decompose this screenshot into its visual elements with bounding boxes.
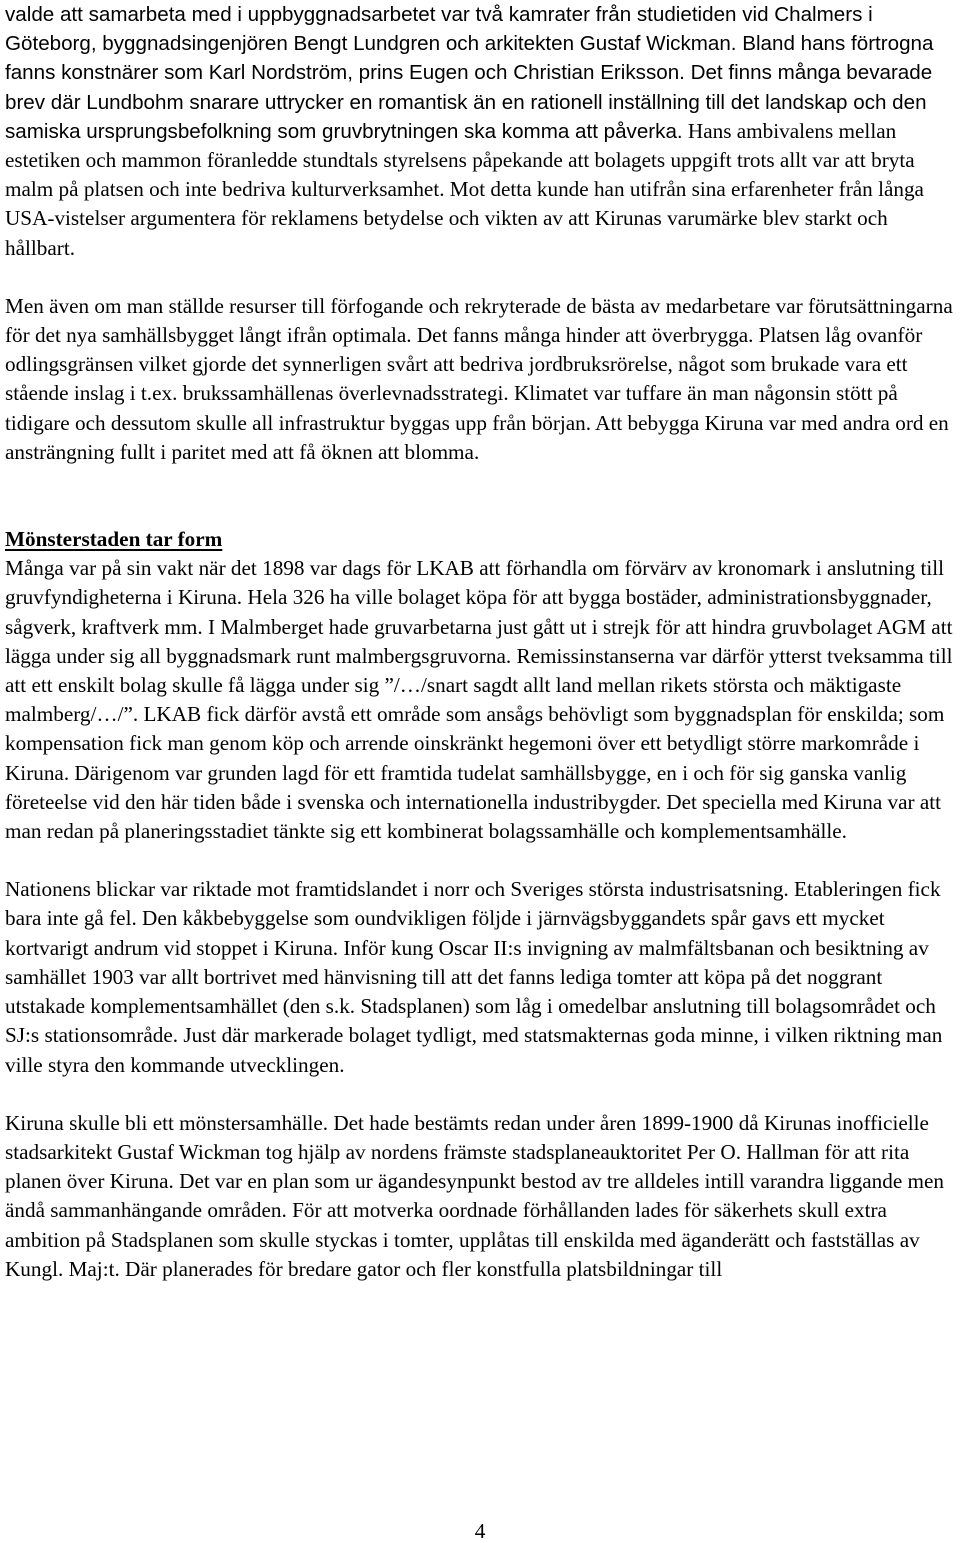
paragraph-4: Nationens blickar var riktade mot framtidslandet i norr och Sveriges största industrisatsning. Etableringen fick bara inte gå fel. Den kåkbebyggelse som oundvikligen följde i järnvägsbyggandets spår gavs ett mycket kortvarigt andrum vid stoppet i Kiruna. Inför kung Oscar II:s invigning av malmfältsbanan och besiktning av samhället 1903 var allt bortrivet med hänvisning till att det fanns lediga tomter att köpa på det noggrant utstakade komplementsamhället (den s.k. Stadsplanen) som låg i omedelbar anslutning till bolagsområdet och SJ:s stationsområde. Just där markerade bolaget tydligt, med statsmakternas goda minne, i vilken riktning man ville styra den kommande utvecklingen. bbox=[5, 877, 943, 1077]
paragraph-spacer bbox=[5, 263, 958, 292]
paragraph-1-part-a: valde att samarbeta med i uppbyggnadsarbetet var två kamrater från studietiden vid Chalmers i Göteborg, byggnadsingenjören Bengt Lundgren och arkitekten Gustaf Wickman. Bland hans förtrogna fanns konstnärer som Karl Nordström, prins Eugen och Christian Eriksson. Det bbox=[5, 3, 934, 85]
paragraph-3: Många var på sin vakt när det 1898 var dags för LKAB att förhandla om förvärv av kronomark i anslutning till gruvfyndigheterna i Kiruna. Hela 326 ha ville bolaget köpa för att bygga bostäder, administrationsbyggnader, sågverk, kraftverk mm. I Malmberget hade gruvarbetarna just gått ut i strejk för att hindra gruvbolaget AGM att lägga under sig all byggnadsmark runt malmbergsgruvorna. Remissinstanserna var därför ytterst tveksamma till att ett enskilt bolag skulle få lägga under sig ”/…/snart sagdt allt land mellan rikets största och mäktigaste malmberg/…/”. LKAB fick därför avstå ett område som ansågs behövligt som byggnadsplan för enskilda; som kompensation fick man genom köp och arrende oinskränkt hegemoni över ett betydligt större markområde i Kiruna. Därigenom var grunden lagd för ett framtida tudelat samhällsbygge, en i och för sig ganska vanlig företeelse vid den här tiden både i svenska och internationella industribygder. Det speciella med Kiruna var att man redan på planeringsstadiet tänkte sig ett kombinerat bolagssamhälle och komplementsamhälle. bbox=[5, 556, 953, 844]
section-heading: Mönsterstaden tar form bbox=[5, 527, 223, 552]
document-page bbox=[5, 0, 958, 1284]
paragraph-spacer bbox=[5, 1080, 958, 1109]
paragraph-2: Men även om man ställde resurser till förfogande och rekryterade de bästa av medarbetare var förutsättningarna för det nya samhällsbygget långt ifrån optimala. Det fanns många hinder att överbrygga. Platsen låg ovanför odlingsgränsen vilket gjorde det synnerligen svårt att bedriva jordbruksrörelse, något som brukade vara ett stående inslag i t.ex. brukssamhällenas överlevnadsstrategi. Klimatet var tuffare än man någonsin stött på tidigare och dessutom skulle all infrastruktur byggas upp från början. Att bebygga Kiruna var med andra ord en ansträngning fullt i paritet med att få öknen att blomma. bbox=[5, 293, 953, 464]
paragraph-spacer bbox=[5, 846, 958, 875]
paragraph-1 bbox=[5, 0, 958, 263]
page-number: 4 bbox=[474, 1519, 486, 1543]
section-spacer bbox=[5, 467, 958, 525]
paragraph-5: Kiruna skulle bli ett mönstersamhälle. Det hade bestämts redan under åren 1899-1900 då Kirunas inofficielle stadsarkitekt Gustaf Wickman tog hjälp av nordens främste stadsplaneauktoritet Per O. Hallman för att rita planen över Kiruna. Det var en plan som ur ägandesynpunkt bestod av tre alldeles intill varandra liggande men ändå sammanhängande områden. För att motverka oordnade förhållanden lades för säkerhets skull extra ambition på Stadsplanen som skulle styckas i tomter, upplåtas till enskilda med äganderätt och fastställas av Kungl. Maj:t. Där planerades för bredare gator och fler konstfulla platsbildningar till bbox=[5, 1110, 945, 1281]
paragraph-1-part-c: Hans ambivalens mellan estetiken och mammon föranledde stundtals styrelsens påpekande att bolagets uppgift trots allt var att bryta malm på platsen och inte bedriva kulturverksamhet. Mot detta kunde han utifrån sina erfarenheter från långa USA-vistelser argumentera för reklamens betydelse och vikten av att Kirunas varumärke blev starkt och hållbart. bbox=[5, 118, 924, 260]
paragraph-1-part-b: finns många bevarade brev där Lundbohm snarare uttrycker en romantisk än en rationell inställning till det landskap och den samiska ursprungsbefolkning som gruvbrytningen ska komma att påverka. bbox=[5, 61, 933, 143]
